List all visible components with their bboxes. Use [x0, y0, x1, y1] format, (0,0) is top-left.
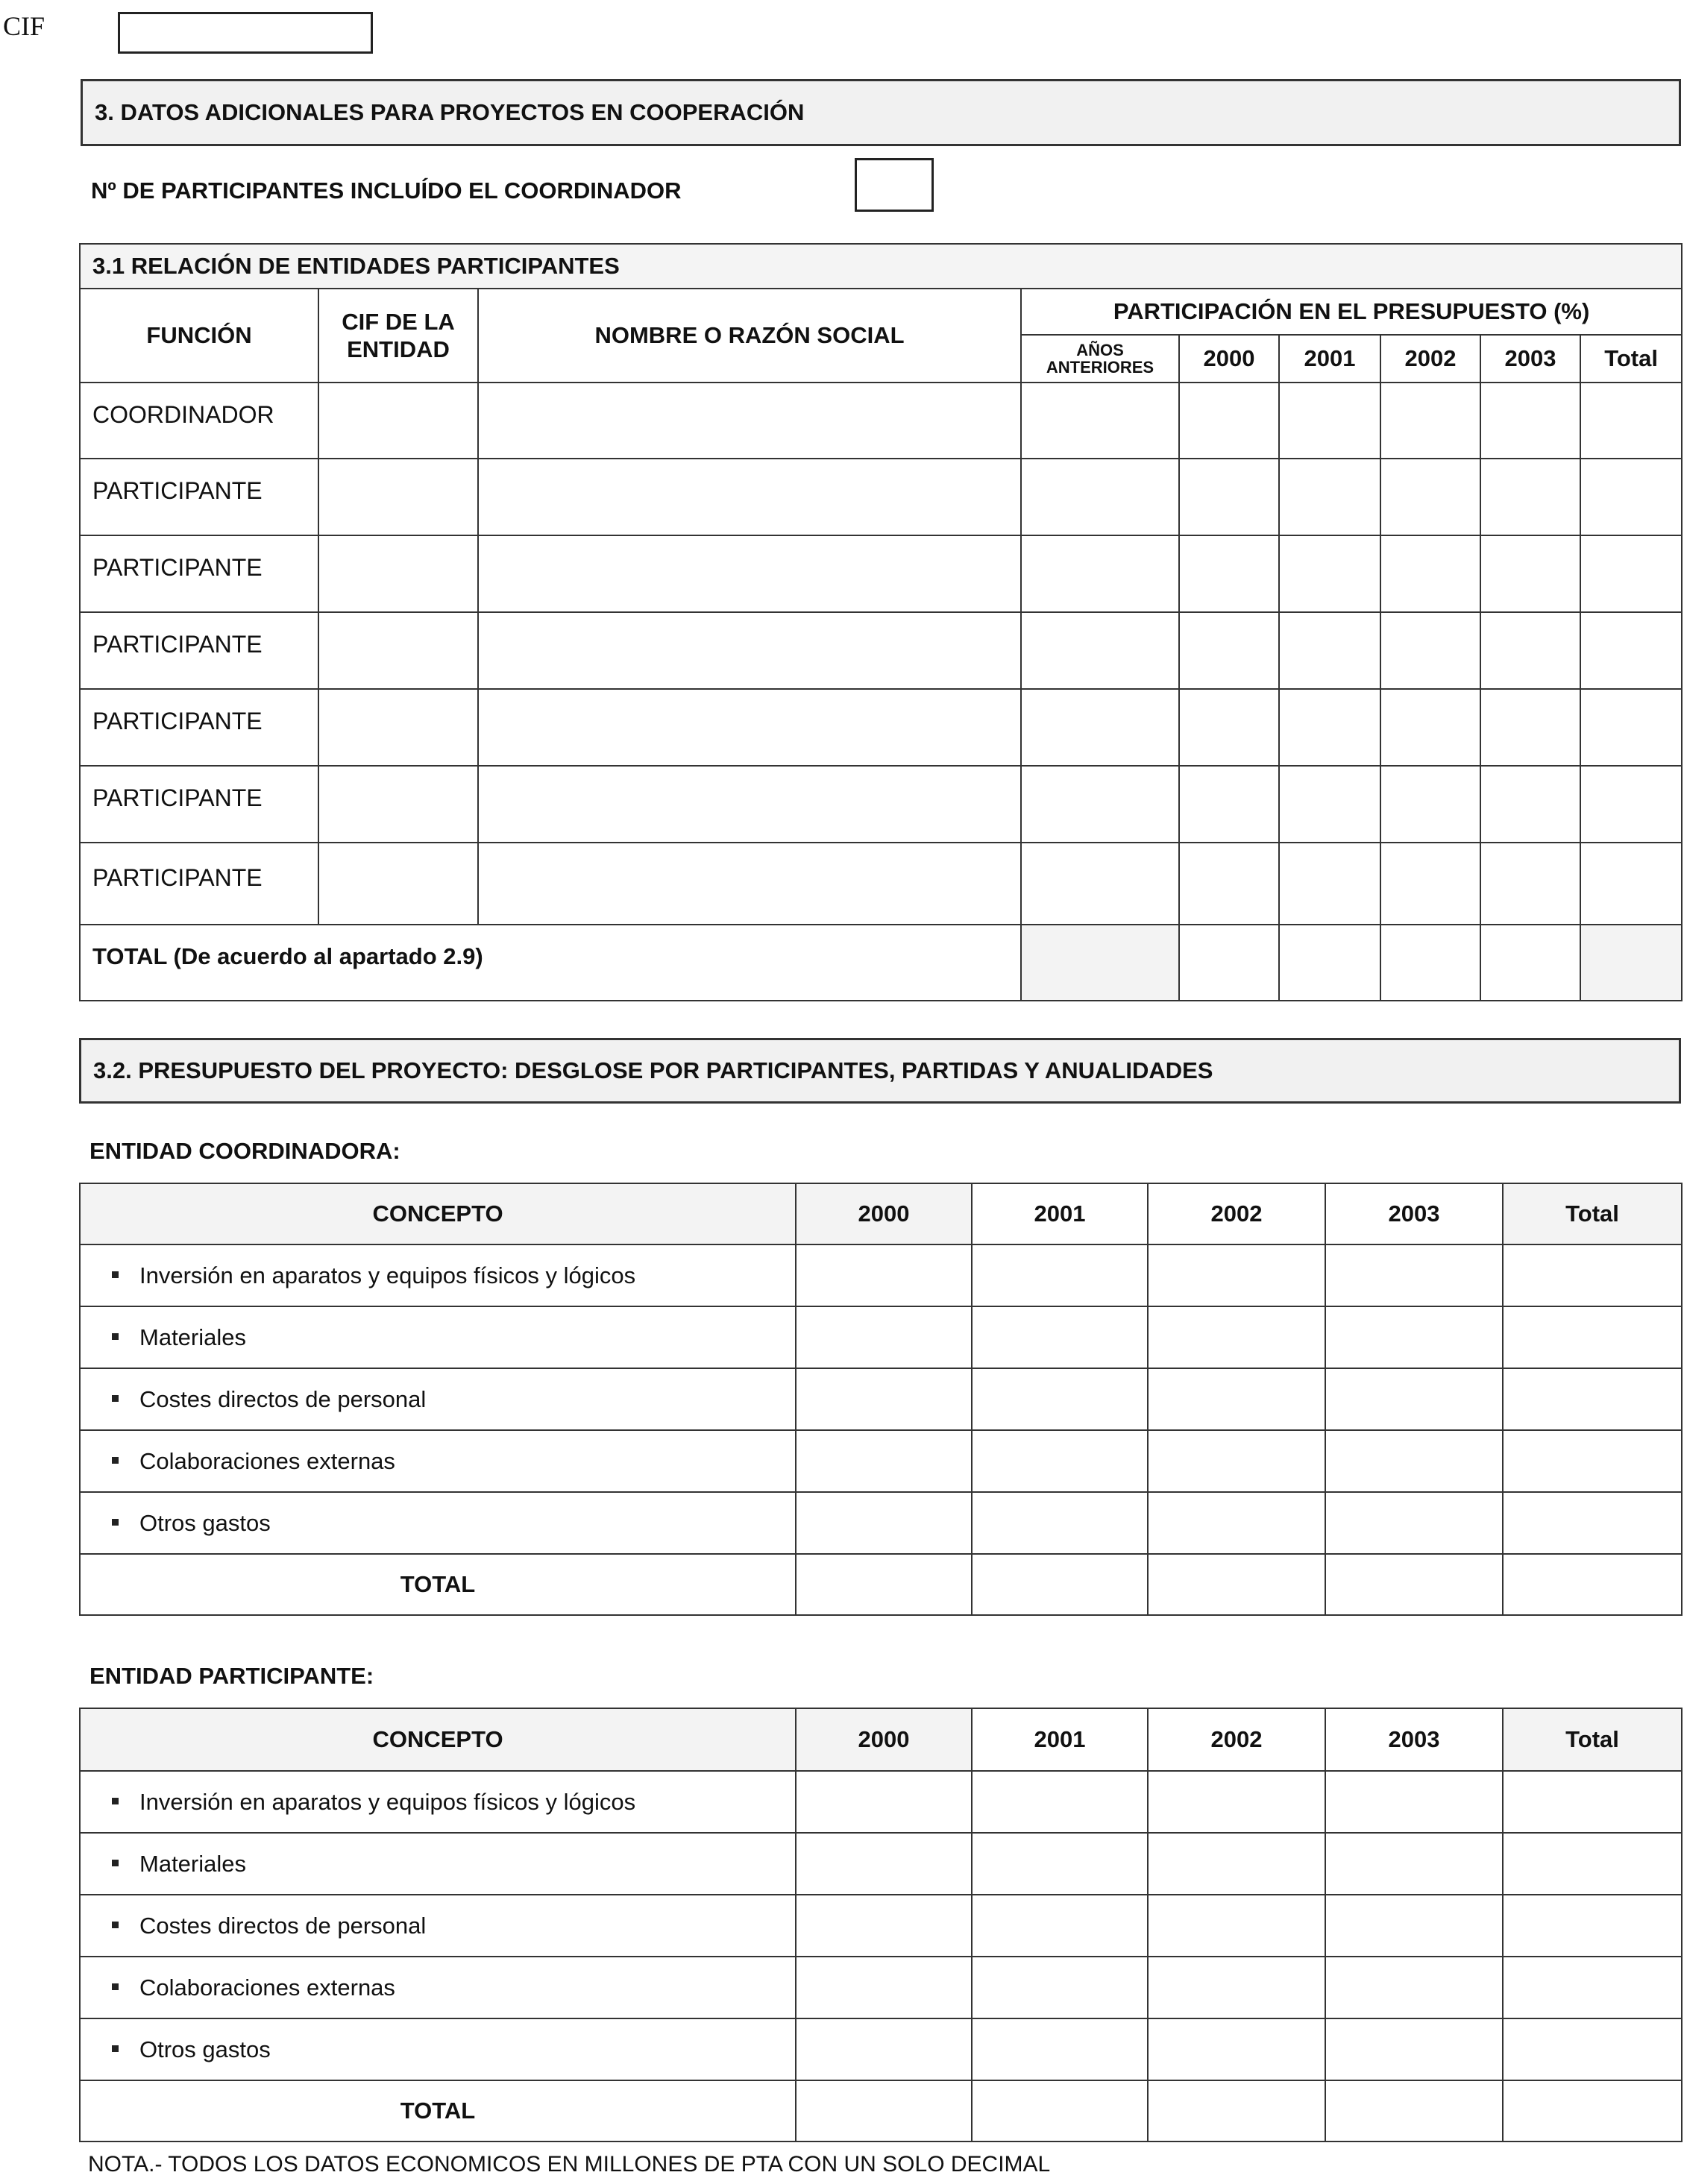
participants-count-label: Nº DE PARTICIPANTES INCLUÍDO EL COORDINADOR: [91, 177, 682, 204]
participante-budget-table: [79, 1708, 1683, 2142]
cell-input[interactable]: [1480, 689, 1580, 766]
budget-total-label: TOTAL: [80, 2080, 796, 2141]
cell-input[interactable]: [1179, 383, 1279, 459]
table-row: [80, 535, 1682, 612]
cell-input[interactable]: [318, 459, 478, 535]
cell-input[interactable]: [1503, 1554, 1682, 1615]
cell-input[interactable]: [1480, 925, 1580, 1001]
concept-label: Costes directos de personal: [139, 1385, 427, 1412]
cell-input[interactable]: [1325, 1771, 1503, 1833]
entidad-participante-label: ENTIDAD PARTICIPANTE:: [89, 1663, 374, 1689]
concept-cell: [80, 1771, 796, 1833]
cell-input[interactable]: [1148, 1430, 1325, 1492]
cell-input[interactable]: [1325, 2080, 1503, 2141]
cell-input[interactable]: [796, 1895, 972, 1957]
cell-input[interactable]: [1279, 843, 1380, 925]
col-anios-anteriores: AÑOS ANTERIORES: [1021, 335, 1179, 383]
table-row: [80, 843, 1682, 925]
entities-table: [79, 243, 1683, 1001]
cell-input[interactable]: [1503, 1492, 1682, 1554]
cell-input[interactable]: [318, 766, 478, 843]
cell-input[interactable]: [1480, 459, 1580, 535]
table-row: [80, 612, 1682, 689]
cell-input[interactable]: [318, 843, 478, 925]
concept-cell: [80, 1895, 796, 1957]
cell-input[interactable]: [1021, 843, 1179, 925]
total-row: [80, 925, 1682, 1001]
cell-input[interactable]: [1148, 1833, 1325, 1895]
cell-input[interactable]: [972, 1957, 1148, 2018]
entities-title: 3.1 RELACIÓN DE ENTIDADES PARTICIPANTES: [80, 244, 1682, 289]
cell-input[interactable]: [1380, 459, 1480, 535]
col-year: 2003: [1480, 335, 1580, 383]
col-funcion: FUNCIÓN: [80, 289, 318, 383]
cell-input[interactable]: [1580, 689, 1682, 766]
cell-input[interactable]: [1279, 535, 1380, 612]
cell-input[interactable]: [1380, 383, 1480, 459]
cell-input[interactable]: [796, 2080, 972, 2141]
col-year: 2000: [1179, 335, 1279, 383]
concept-cell: [80, 1430, 796, 1492]
table-row: [80, 689, 1682, 766]
cell-input[interactable]: [318, 535, 478, 612]
bullet-icon: [112, 1798, 119, 1804]
cell-input[interactable]: [1148, 2080, 1325, 2141]
table-row: [80, 2018, 1682, 2080]
cell-input[interactable]: [478, 689, 1021, 766]
table-row: [80, 1833, 1682, 1895]
cell-input[interactable]: [1580, 843, 1682, 925]
cell-input[interactable]: [478, 766, 1021, 843]
cell-input[interactable]: [318, 612, 478, 689]
cell-input[interactable]: [1480, 766, 1580, 843]
cell-input[interactable]: [1325, 1492, 1503, 1554]
concept-cell: [80, 1306, 796, 1368]
cell-input[interactable]: [478, 459, 1021, 535]
bullet-icon: [112, 2045, 119, 2052]
cell-input[interactable]: [318, 689, 478, 766]
cell-input[interactable]: [1179, 459, 1279, 535]
budget-total-label: TOTAL: [80, 1554, 796, 1615]
cell-input[interactable]: [1021, 689, 1179, 766]
concept-label: Materiales: [139, 1850, 246, 1877]
cell-input[interactable]: [1325, 1244, 1503, 1306]
cell-input[interactable]: [478, 535, 1021, 612]
section-3-title: [81, 79, 1681, 146]
cell-input[interactable]: [1580, 383, 1682, 459]
col-cif-entidad: CIF DE LA ENTIDAD: [318, 289, 478, 383]
cell-input[interactable]: [1325, 2018, 1503, 2080]
table-row: [80, 1430, 1682, 1492]
cell-input[interactable]: [796, 1430, 972, 1492]
bullet-icon: [112, 1922, 119, 1928]
table-row: [80, 1895, 1682, 1957]
concept-label: Otros gastos: [139, 2036, 271, 2062]
cell-input[interactable]: [1503, 1244, 1682, 1306]
cell-input[interactable]: [972, 1492, 1148, 1554]
cell-input[interactable]: [796, 1554, 972, 1615]
cell-input[interactable]: [1179, 612, 1279, 689]
section-3-title-text: 3. DATOS ADICIONALES PARA PROYECTOS EN COOPERACIÓN: [95, 99, 805, 125]
entities-header-row-1: [80, 289, 1682, 335]
cell-input[interactable]: [1380, 925, 1480, 1001]
cell-input[interactable]: [1179, 766, 1279, 843]
cell-input[interactable]: [1580, 459, 1682, 535]
cell-input[interactable]: [796, 1306, 972, 1368]
cell-input[interactable]: [1380, 535, 1480, 612]
col-year: 2001: [972, 1708, 1148, 1771]
cell-input[interactable]: [1380, 612, 1480, 689]
concept-cell: [80, 1368, 796, 1430]
cell-input[interactable]: [318, 383, 478, 459]
bullet-icon: [112, 1519, 119, 1526]
concept-label: Otros gastos: [139, 1509, 271, 1536]
cell-input[interactable]: [1325, 1833, 1503, 1895]
cell-input[interactable]: [972, 2080, 1148, 2141]
table-row: [80, 766, 1682, 843]
cell-input[interactable]: [1148, 1244, 1325, 1306]
col-year: 2001: [1279, 335, 1380, 383]
cell-input[interactable]: [1325, 1957, 1503, 2018]
cell-input[interactable]: [478, 383, 1021, 459]
row-function: PARTICIPANTE: [80, 612, 318, 689]
table-row: [80, 1771, 1682, 1833]
cell-input[interactable]: [1480, 612, 1580, 689]
bullet-icon: [112, 1395, 119, 1402]
row-function: PARTICIPANTE: [80, 535, 318, 612]
concept-label: Colaboraciones externas: [139, 1974, 395, 2001]
cell-input[interactable]: [1279, 383, 1380, 459]
cell-input[interactable]: [972, 1771, 1148, 1833]
cell-input[interactable]: [1480, 843, 1580, 925]
entities-title-row: [80, 244, 1682, 289]
table-row: [80, 459, 1682, 535]
cell-input[interactable]: [1503, 1771, 1682, 1833]
cell-input[interactable]: [1279, 612, 1380, 689]
col-year: 2003: [1325, 1183, 1503, 1244]
cell-input[interactable]: [1480, 383, 1580, 459]
col-participacion: PARTICIPACIÓN EN EL PRESUPUESTO (%): [1021, 289, 1682, 335]
cif-input[interactable]: [118, 12, 373, 54]
cell-input[interactable]: [1503, 2080, 1682, 2141]
cell-input[interactable]: [1021, 925, 1179, 1001]
col-total: Total: [1503, 1183, 1682, 1244]
budget-header-row: [80, 1183, 1682, 1244]
col-year: 2000: [796, 1708, 972, 1771]
concept-cell: [80, 1244, 796, 1306]
row-function: PARTICIPANTE: [80, 689, 318, 766]
cell-input[interactable]: [796, 1957, 972, 2018]
table-row: [80, 1244, 1682, 1306]
cell-input[interactable]: [972, 1895, 1148, 1957]
row-function: COORDINADOR: [80, 383, 318, 459]
table-row: [80, 1957, 1682, 2018]
cell-input[interactable]: [1021, 383, 1179, 459]
cell-input[interactable]: [1021, 459, 1179, 535]
participants-count-input[interactable]: [855, 158, 934, 212]
cell-input[interactable]: [1148, 1306, 1325, 1368]
cell-input[interactable]: [1380, 766, 1480, 843]
cell-input[interactable]: [796, 1833, 972, 1895]
cell-input[interactable]: [972, 1430, 1148, 1492]
row-function: PARTICIPANTE: [80, 843, 318, 925]
cell-input[interactable]: [1580, 766, 1682, 843]
cell-input[interactable]: [1503, 1306, 1682, 1368]
entidad-coordinadora-label: ENTIDAD COORDINADORA:: [89, 1138, 400, 1164]
cell-input[interactable]: [478, 612, 1021, 689]
cell-input[interactable]: [1279, 689, 1380, 766]
bullet-icon: [112, 1860, 119, 1866]
table-row: [80, 1306, 1682, 1368]
concept-label: Colaboraciones externas: [139, 1447, 395, 1474]
row-function: PARTICIPANTE: [80, 766, 318, 843]
cif-label: CIF: [3, 11, 45, 41]
cell-input[interactable]: [1179, 843, 1279, 925]
cell-input[interactable]: [1148, 1554, 1325, 1615]
cell-input[interactable]: [1021, 612, 1179, 689]
cell-input[interactable]: [1148, 1895, 1325, 1957]
cell-input[interactable]: [1325, 1368, 1503, 1430]
cell-input[interactable]: [796, 1492, 972, 1554]
cell-input[interactable]: [1503, 1895, 1682, 1957]
cell-input[interactable]: [1179, 535, 1279, 612]
cell-input[interactable]: [1503, 1957, 1682, 2018]
total-row: [80, 2080, 1682, 2141]
col-concepto: CONCEPTO: [80, 1708, 796, 1771]
coordinadora-budget-table: [79, 1183, 1683, 1616]
cell-input[interactable]: [796, 2018, 972, 2080]
cell-input[interactable]: [1279, 766, 1380, 843]
cell-input[interactable]: [478, 843, 1021, 925]
cell-input[interactable]: [1279, 459, 1380, 535]
footer-note: NOTA.- TODOS LOS DATOS ECONOMICOS EN MILLONES DE PTA CON UN SOLO DECIMAL: [88, 2152, 1051, 2177]
cell-input[interactable]: [1325, 1895, 1503, 1957]
bullet-icon: [112, 1271, 119, 1278]
concept-cell: [80, 2018, 796, 2080]
cell-input[interactable]: [796, 1368, 972, 1430]
cell-input[interactable]: [972, 1833, 1148, 1895]
col-concepto: CONCEPTO: [80, 1183, 796, 1244]
cell-input[interactable]: [1148, 1368, 1325, 1430]
cell-input[interactable]: [1503, 1833, 1682, 1895]
cell-input[interactable]: [1179, 689, 1279, 766]
concept-cell: [80, 1957, 796, 2018]
cell-input[interactable]: [1503, 2018, 1682, 2080]
bullet-icon: [112, 1457, 119, 1464]
cell-input[interactable]: [1148, 1771, 1325, 1833]
concept-label: Materiales: [139, 1324, 246, 1350]
cell-input[interactable]: [796, 1244, 972, 1306]
section-3-2-title: [79, 1038, 1681, 1104]
entities-total-label: TOTAL (De acuerdo al apartado 2.9): [80, 925, 1021, 1001]
concept-label: Inversión en aparatos y equipos físicos y lógicos: [139, 1788, 636, 1815]
cell-input[interactable]: [1380, 689, 1480, 766]
col-total: Total: [1503, 1708, 1682, 1771]
cell-input[interactable]: [972, 2018, 1148, 2080]
cell-input[interactable]: [1148, 1492, 1325, 1554]
bullet-icon: [112, 1983, 119, 1990]
col-year: 2002: [1380, 335, 1480, 383]
col-total: Total: [1580, 335, 1682, 383]
total-row: [80, 1554, 1682, 1615]
concept-label: Inversión en aparatos y equipos físicos y lógicos: [139, 1262, 636, 1288]
table-row: [80, 383, 1682, 459]
col-year: 2001: [972, 1183, 1148, 1244]
cell-input[interactable]: [1325, 1306, 1503, 1368]
bullet-icon: [112, 1333, 119, 1340]
cell-input[interactable]: [1148, 1957, 1325, 2018]
col-year: 2003: [1325, 1708, 1503, 1771]
cell-input[interactable]: [1580, 612, 1682, 689]
table-row: [80, 1492, 1682, 1554]
cell-input[interactable]: [972, 1306, 1148, 1368]
col-year: 2002: [1148, 1708, 1325, 1771]
col-year: 2002: [1148, 1183, 1325, 1244]
col-nombre: NOMBRE O RAZÓN SOCIAL: [478, 289, 1021, 383]
cell-input[interactable]: [1325, 1430, 1503, 1492]
cell-input[interactable]: [972, 1368, 1148, 1430]
col-year: 2000: [796, 1183, 972, 1244]
cell-input[interactable]: [1021, 766, 1179, 843]
concept-label: Costes directos de personal: [139, 1912, 427, 1939]
cell-input[interactable]: [1279, 925, 1380, 1001]
concept-cell: [80, 1833, 796, 1895]
cell-input[interactable]: [972, 1244, 1148, 1306]
concept-cell: [80, 1492, 796, 1554]
cell-input[interactable]: [972, 1554, 1148, 1615]
section-3-2-title-text: 3.2. PRESUPUESTO DEL PROYECTO: DESGLOSE POR PARTICIPANTES, PARTIDAS Y ANUALIDADES: [93, 1057, 1213, 1083]
cell-input[interactable]: [1179, 925, 1279, 1001]
cell-input[interactable]: [1480, 535, 1580, 612]
table-row: [80, 1368, 1682, 1430]
cell-input[interactable]: [1148, 2018, 1325, 2080]
cell-input[interactable]: [1380, 843, 1480, 925]
budget-header-row: [80, 1708, 1682, 1771]
cell-input[interactable]: [1580, 535, 1682, 612]
cell-input[interactable]: [1580, 925, 1682, 1001]
cell-input[interactable]: [1503, 1368, 1682, 1430]
cell-input[interactable]: [1021, 535, 1179, 612]
cell-input[interactable]: [1325, 1554, 1503, 1615]
cell-input[interactable]: [1503, 1430, 1682, 1492]
cell-input[interactable]: [796, 1771, 972, 1833]
row-function: PARTICIPANTE: [80, 459, 318, 535]
